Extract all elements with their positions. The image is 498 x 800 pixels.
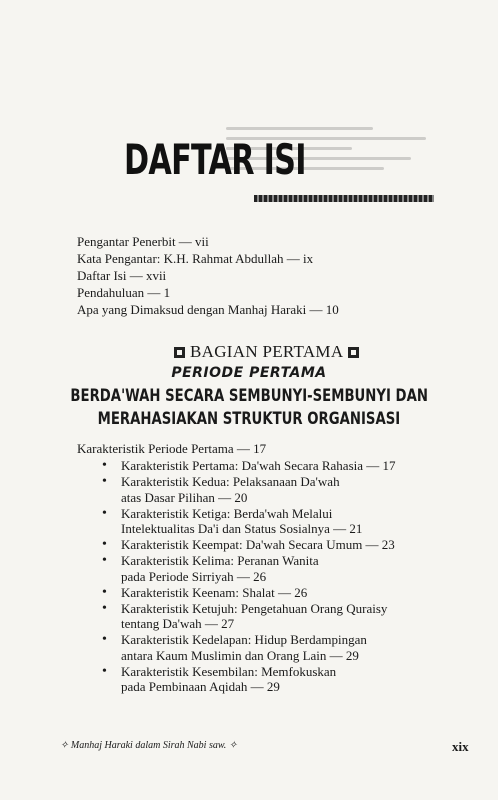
front-matter-item: Pengantar Penerbit — vii — [77, 234, 209, 249]
period-heading: PERIODE PERTAMA — [171, 365, 327, 381]
toc-items — [102, 458, 462, 695]
toc-item — [102, 474, 462, 505]
toc-item-line: • Karakteristik Kedelapan: Hidup Berdampingan — [121, 632, 367, 647]
front-matter-item: Pendahuluan — 1 — [77, 285, 171, 300]
ornament-square-icon — [174, 347, 185, 358]
toc-item-line: • Karakteristik Pertama: Da'wah Secara Rahasia — 17 — [121, 458, 396, 473]
front-matter-item: Apa yang Dimaksud dengan Manhaj Haraki — 10 — [77, 302, 339, 317]
toc-item-line: • Karakteristik Ketujuh: Pengetahuan Orang Quraisy — [121, 600, 388, 616]
toc-item — [102, 537, 462, 553]
toc-item — [102, 632, 462, 663]
chapter-subtitle-text: MERAHASIAKAN STRUKTUR ORGANISASI — [97, 409, 401, 429]
toc-item-line: • Karakteristik Kedua: Pelaksanaan Da'wah — [121, 474, 340, 489]
page-number: xix — [452, 739, 469, 754]
toc-item — [102, 585, 462, 601]
diamond-ornament-icon: ✧ — [228, 740, 238, 751]
front-matter-list — [77, 233, 477, 318]
toc-item-line: antara Kaum Muslimin dan Orang Lain — 29 — [121, 647, 359, 663]
front-matter-item: Daftar Isi — xvii — [77, 268, 167, 283]
toc-item-line: • Karakteristik Keempat: Da'wah Secara Umum — 23 — [121, 537, 395, 552]
section-heading: Karakteristik Periode Pertama — 17 — [77, 441, 267, 456]
toc-item-line: • Karakteristik Kelima: Peranan Wanita — [121, 553, 319, 568]
title-rule — [254, 195, 434, 202]
toc-item-line: • Karakteristik Kesembilan: Memfokuskan — [121, 663, 337, 679]
toc-item — [102, 506, 462, 537]
toc-item-line: pada Pembinaan Aqidah — 29 — [121, 679, 280, 694]
toc-item — [102, 664, 462, 695]
toc-item — [102, 601, 462, 632]
ornament-square-icon — [348, 347, 359, 358]
toc-item-line: Intelektualitas Da'i dan Status Sosialnya — 21 — [121, 521, 363, 536]
toc-item — [102, 458, 462, 474]
toc-item — [102, 553, 462, 584]
part-heading — [174, 342, 359, 362]
toc-item-line: • Karakteristik Ketiga: Berda'wah Melalui — [121, 505, 333, 521]
part-heading-label: BAGIAN PERTAMA — [190, 342, 344, 361]
footer-text: Manhaj Haraki dalam Sirah Nabi saw. — [70, 740, 227, 751]
running-footer — [60, 740, 237, 751]
toc-item-line: atas Dasar Pilihan — 20 — [121, 489, 248, 505]
front-matter-item: Kata Pengantar: K.H. Rahmat Abdullah — ix — [77, 251, 314, 266]
toc-item-line: pada Periode Sirriyah — 26 — [121, 568, 267, 584]
toc-item-line: • Karakteristik Keenam: Shalat — 26 — [121, 584, 308, 600]
chapter-subtitle-line-2 — [0, 409, 498, 429]
page-title: DAFTAR ISI — [124, 135, 306, 184]
chapter-subtitle-line-1 — [0, 386, 498, 406]
chapter-subtitle-text: BERDA'WAH SECARA SEMBUNYI-SEMBUNYI DAN — [70, 386, 428, 406]
toc-item-line: tentang Da'wah — 27 — [121, 616, 235, 631]
diamond-ornament-icon: ✧ — [60, 740, 69, 751]
